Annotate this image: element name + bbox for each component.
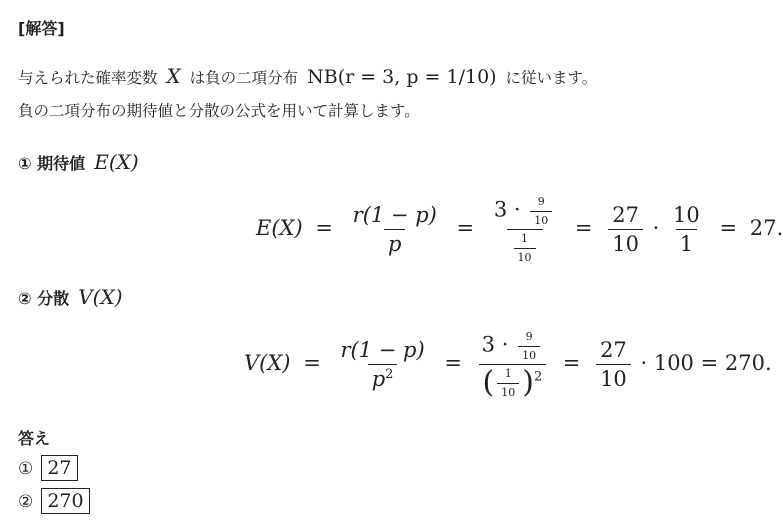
step2-tail: · 100 = 270. [640, 351, 772, 376]
step1-formula-fraction [349, 204, 441, 255]
step1-formula-numerator: r(1 − p) [352, 203, 437, 228]
intro-pre: 与えられた確率変数 [18, 69, 158, 87]
step2-label: ② 分散 [18, 289, 70, 308]
intro-variable: X [166, 64, 181, 88]
step1-compound-fraction [490, 196, 559, 263]
step2-compound-fraction: 3 · $\frac{9}{10}$ ( $\frac{1}{10}$ )$^2$ [478, 331, 547, 398]
intro-line-1 [18, 64, 597, 88]
step2-inner-fraction-num: $\frac{9}{10}$ [518, 331, 540, 361]
step1-lhs: E(X) [256, 216, 303, 241]
step1-fraction-10-1: $\frac{10}{1}$ [673, 203, 700, 257]
step1-compound-num-prefix: 3 · [493, 197, 521, 222]
answer-box-2: 270 [41, 488, 89, 514]
answer-item-2 [18, 488, 90, 514]
intro-line-2: 負の二項分布の期待値と分散の公式を用いて計算します。 [18, 102, 420, 120]
step2-formula-fraction [337, 339, 429, 390]
step2-heading [18, 285, 123, 309]
step1-heading [18, 150, 139, 174]
step2-compound-num-prefix: 3 · [481, 332, 509, 357]
step1-expr: E(X) [94, 150, 139, 174]
step1-label: ① 期待値 [18, 154, 86, 173]
step1-fraction-27-10: $\frac{27}{10}$ [608, 204, 643, 255]
step1-formula-denominator: p [384, 229, 405, 255]
answer-marker-1: ① [18, 459, 34, 479]
intro-params: (r = 3, p = 1/10) [337, 66, 497, 88]
step1-result: 27. [749, 216, 783, 241]
step2-expr: V(X) [78, 285, 123, 309]
section-label: [解答] [18, 19, 65, 38]
answer-box-1: 27 [41, 455, 77, 481]
intro-dist: NB [307, 66, 338, 88]
step2-formula-numerator: r(1 − p) [340, 338, 425, 363]
step1-equation: E(X) = $\frac{r(1 - p)}{p}$ = 3 · $\frac{9}{10}$ $\frac{1}{10}$ = $\frac{27}{10}$ · $\frac{10}{1}$ = 27. [256, 195, 783, 264]
step2-equation: V(X) = $\frac{r(1 - p)}{p^2}$ = 3 · $\frac{9}{10}$ ( $\frac{1}{10}$ )$^2$ = $\frac{27}{10}$ · 100 = 270. [244, 330, 772, 401]
answer-marker-2: ② [18, 492, 34, 512]
step2-formula-denominator: $p^2$ [368, 364, 398, 390]
step2-lhs: V(X) [244, 351, 291, 376]
answer-item-1 [18, 455, 78, 481]
intro-post: に従います。 [505, 69, 598, 87]
step1-inner-fraction-num: $\frac{9}{10}$ [530, 196, 552, 226]
step2-fraction-27-10: $\frac{27}{10}$ [596, 339, 631, 390]
step1-inner-fraction-den: $\frac{1}{10}$ [514, 233, 536, 263]
answer-label: 答え [18, 429, 51, 448]
intro-mid: は負の二項分布 [189, 69, 299, 87]
step2-inner-fraction-den: $\frac{1}{10}$ [497, 368, 519, 398]
